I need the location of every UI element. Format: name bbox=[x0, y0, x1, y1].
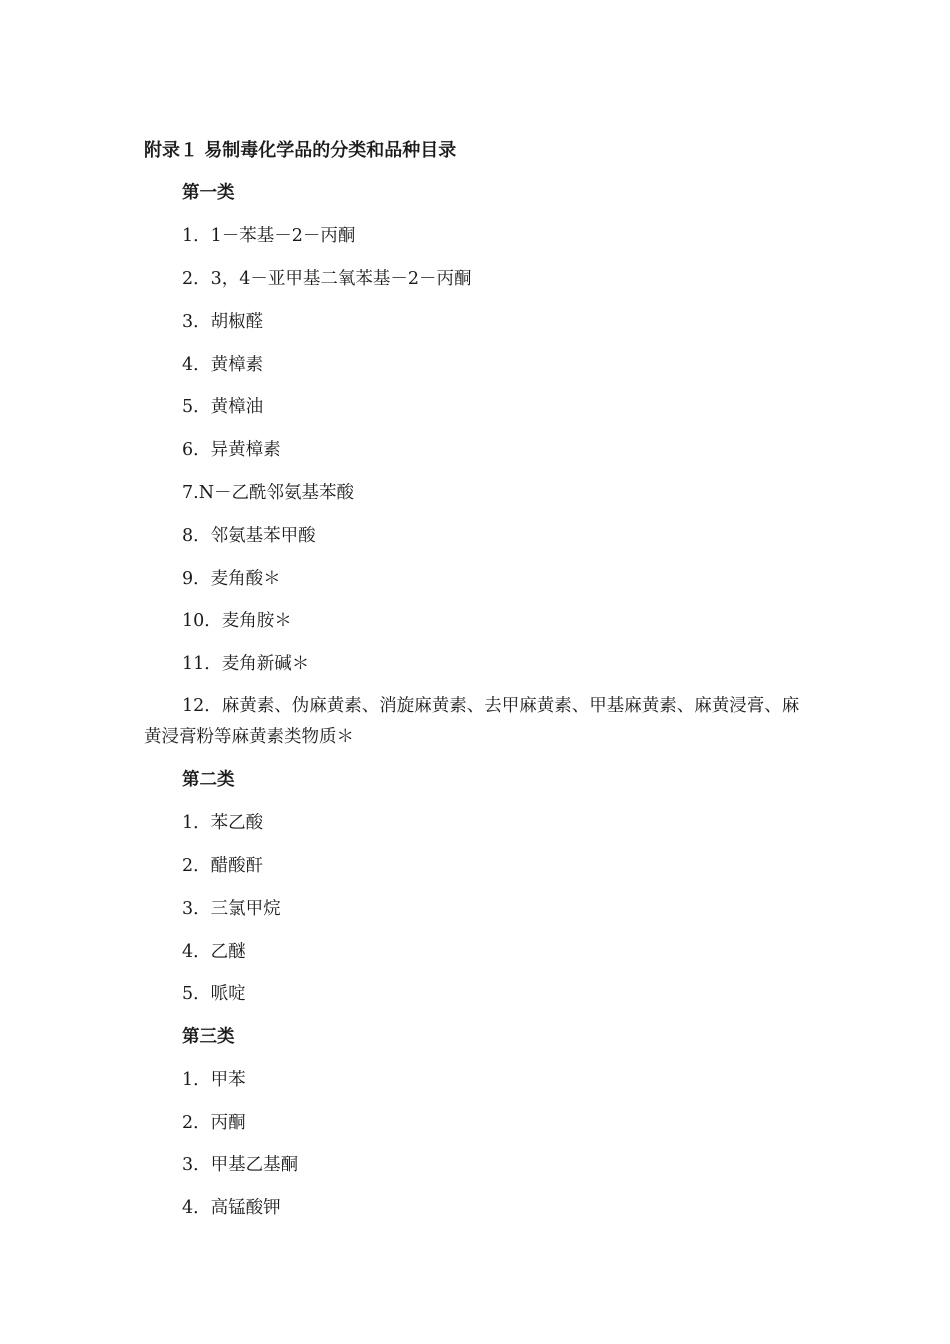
list-item: 6．异黄樟素 bbox=[182, 440, 281, 460]
list-item: 2．丙酮 bbox=[182, 1113, 246, 1133]
list-item: 5．黄樟油 bbox=[182, 397, 264, 417]
list-item: 3．胡椒醛 bbox=[182, 312, 264, 332]
document-title: 附录１ 易制毒化学品的分类和品种目录 bbox=[144, 140, 457, 161]
list-item: 10．麦角胺＊ bbox=[182, 611, 292, 631]
list-item: 11．麦角新碱＊ bbox=[182, 654, 310, 674]
list-item: 4．高锰酸钾 bbox=[182, 1198, 281, 1218]
list-item: 1．1－苯基－2－丙酮 bbox=[182, 226, 356, 246]
list-item: 4．黄樟素 bbox=[182, 355, 264, 375]
list-item: 2．醋酸酐 bbox=[182, 856, 264, 876]
list-item: 3．甲基乙基酮 bbox=[182, 1155, 299, 1175]
section-heading-3: 第三类 bbox=[182, 1027, 235, 1047]
list-item: 9．麦角酸＊ bbox=[182, 569, 281, 589]
list-item: 12．麻黄素、伪麻黄素、消旋麻黄素、去甲麻黄素、甲基麻黄素、麻黄浸膏、麻黄浸膏粉等麻黄素类物质＊ bbox=[144, 696, 800, 747]
list-item: 4．乙醚 bbox=[182, 942, 246, 962]
list-item: 8．邻氨基苯甲酸 bbox=[182, 526, 316, 546]
list-item: 7.N－乙酰邻氨基苯酸 bbox=[182, 483, 355, 503]
list-item: 3．三氯甲烷 bbox=[182, 899, 281, 919]
section-heading-1: 第一类 bbox=[182, 183, 235, 203]
section-heading-2: 第二类 bbox=[182, 770, 235, 790]
list-item: 5．哌啶 bbox=[182, 984, 246, 1004]
list-item: 1．甲苯 bbox=[182, 1070, 246, 1090]
list-item: 2．3，4－亚甲基二氧苯基－2－丙酮 bbox=[182, 269, 472, 289]
list-item: 1．苯乙酸 bbox=[182, 813, 264, 833]
